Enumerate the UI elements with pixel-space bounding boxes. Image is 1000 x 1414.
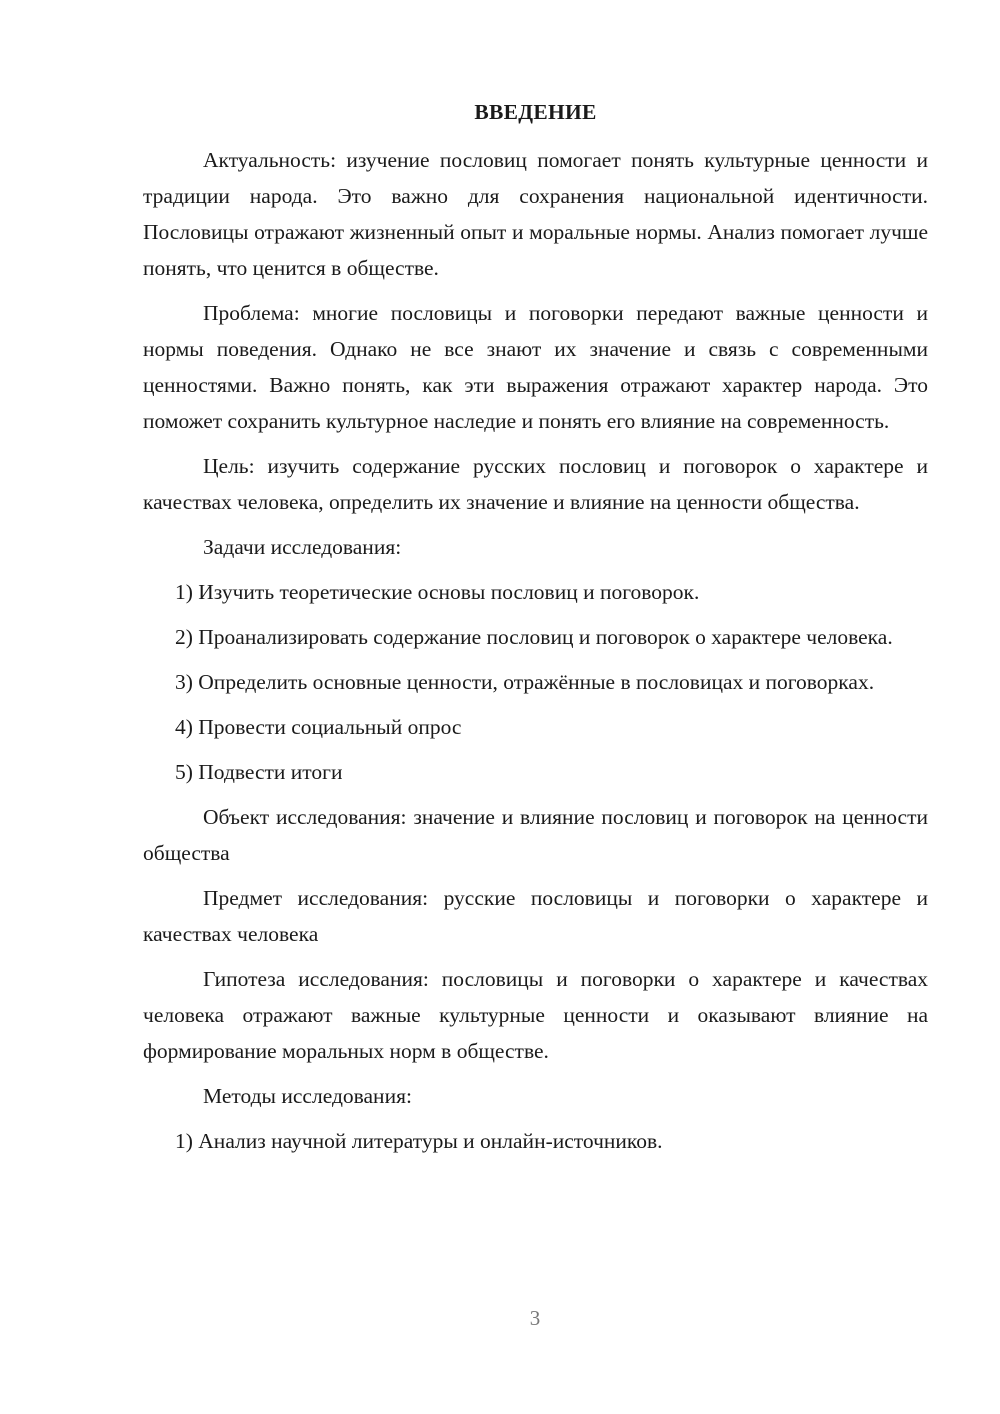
task-item-3: 3) Определить основные ценности, отражённые в пословицах и поговорках.	[175, 670, 875, 694]
method-item-1: 1) Анализ научной литературы и онлайн-источников.	[175, 1129, 663, 1153]
task-item-1: 1) Изучить теоретические основы пословиц и поговорок.	[175, 580, 700, 604]
task-item-2: 2) Проанализировать содержание пословиц и поговорок о характере человека.	[175, 625, 893, 649]
document-page	[143, 94, 928, 1168]
task-item-5: 5) Подвести итоги	[175, 760, 343, 784]
paragraph-problem: Проблема: многие пословицы и поговорки передают важные ценности и нормы поведения. Однако не все знают их значение и связь с современными ценностями. Важно понять, как эти выражения отражают характер народа. Это поможет сохранить культурное наследие и понять его влияние на современность.	[143, 301, 928, 433]
paragraph-relevance: Актуальность: изучение пословиц помогает понять культурные ценности и традиции народа. Это важно для сохранения национальной идентичности. Пословицы отражают жизненный опыт и моральные нормы. Анализ помогает лучше понять, что ценится в обществе.	[143, 148, 928, 280]
page-number: 3	[529, 1306, 541, 1330]
paragraph-goal: Цель: изучить содержание русских пословиц и поговорок о характере и качествах человека, определить их значение и влияние на ценности общества.	[143, 454, 928, 514]
paragraph-object: Объект исследования: значение и влияние пословиц и поговорок на ценности общества	[143, 805, 928, 865]
page-title: ВВЕДЕНИЕ	[474, 100, 597, 124]
task-item-4: 4) Провести социальный опрос	[175, 715, 462, 739]
paragraph-hypothesis: Гипотеза исследования: пословицы и поговорки о характере и качествах человека отражают важные культурные ценности и оказывают влияние на формирование моральных норм в обществе.	[143, 967, 928, 1063]
tasks-heading: Задачи исследования:	[203, 535, 402, 559]
paragraph-subject: Предмет исследования: русские пословицы и поговорки о характере и качествах человека	[143, 886, 928, 946]
methods-heading: Методы исследования:	[203, 1084, 412, 1108]
